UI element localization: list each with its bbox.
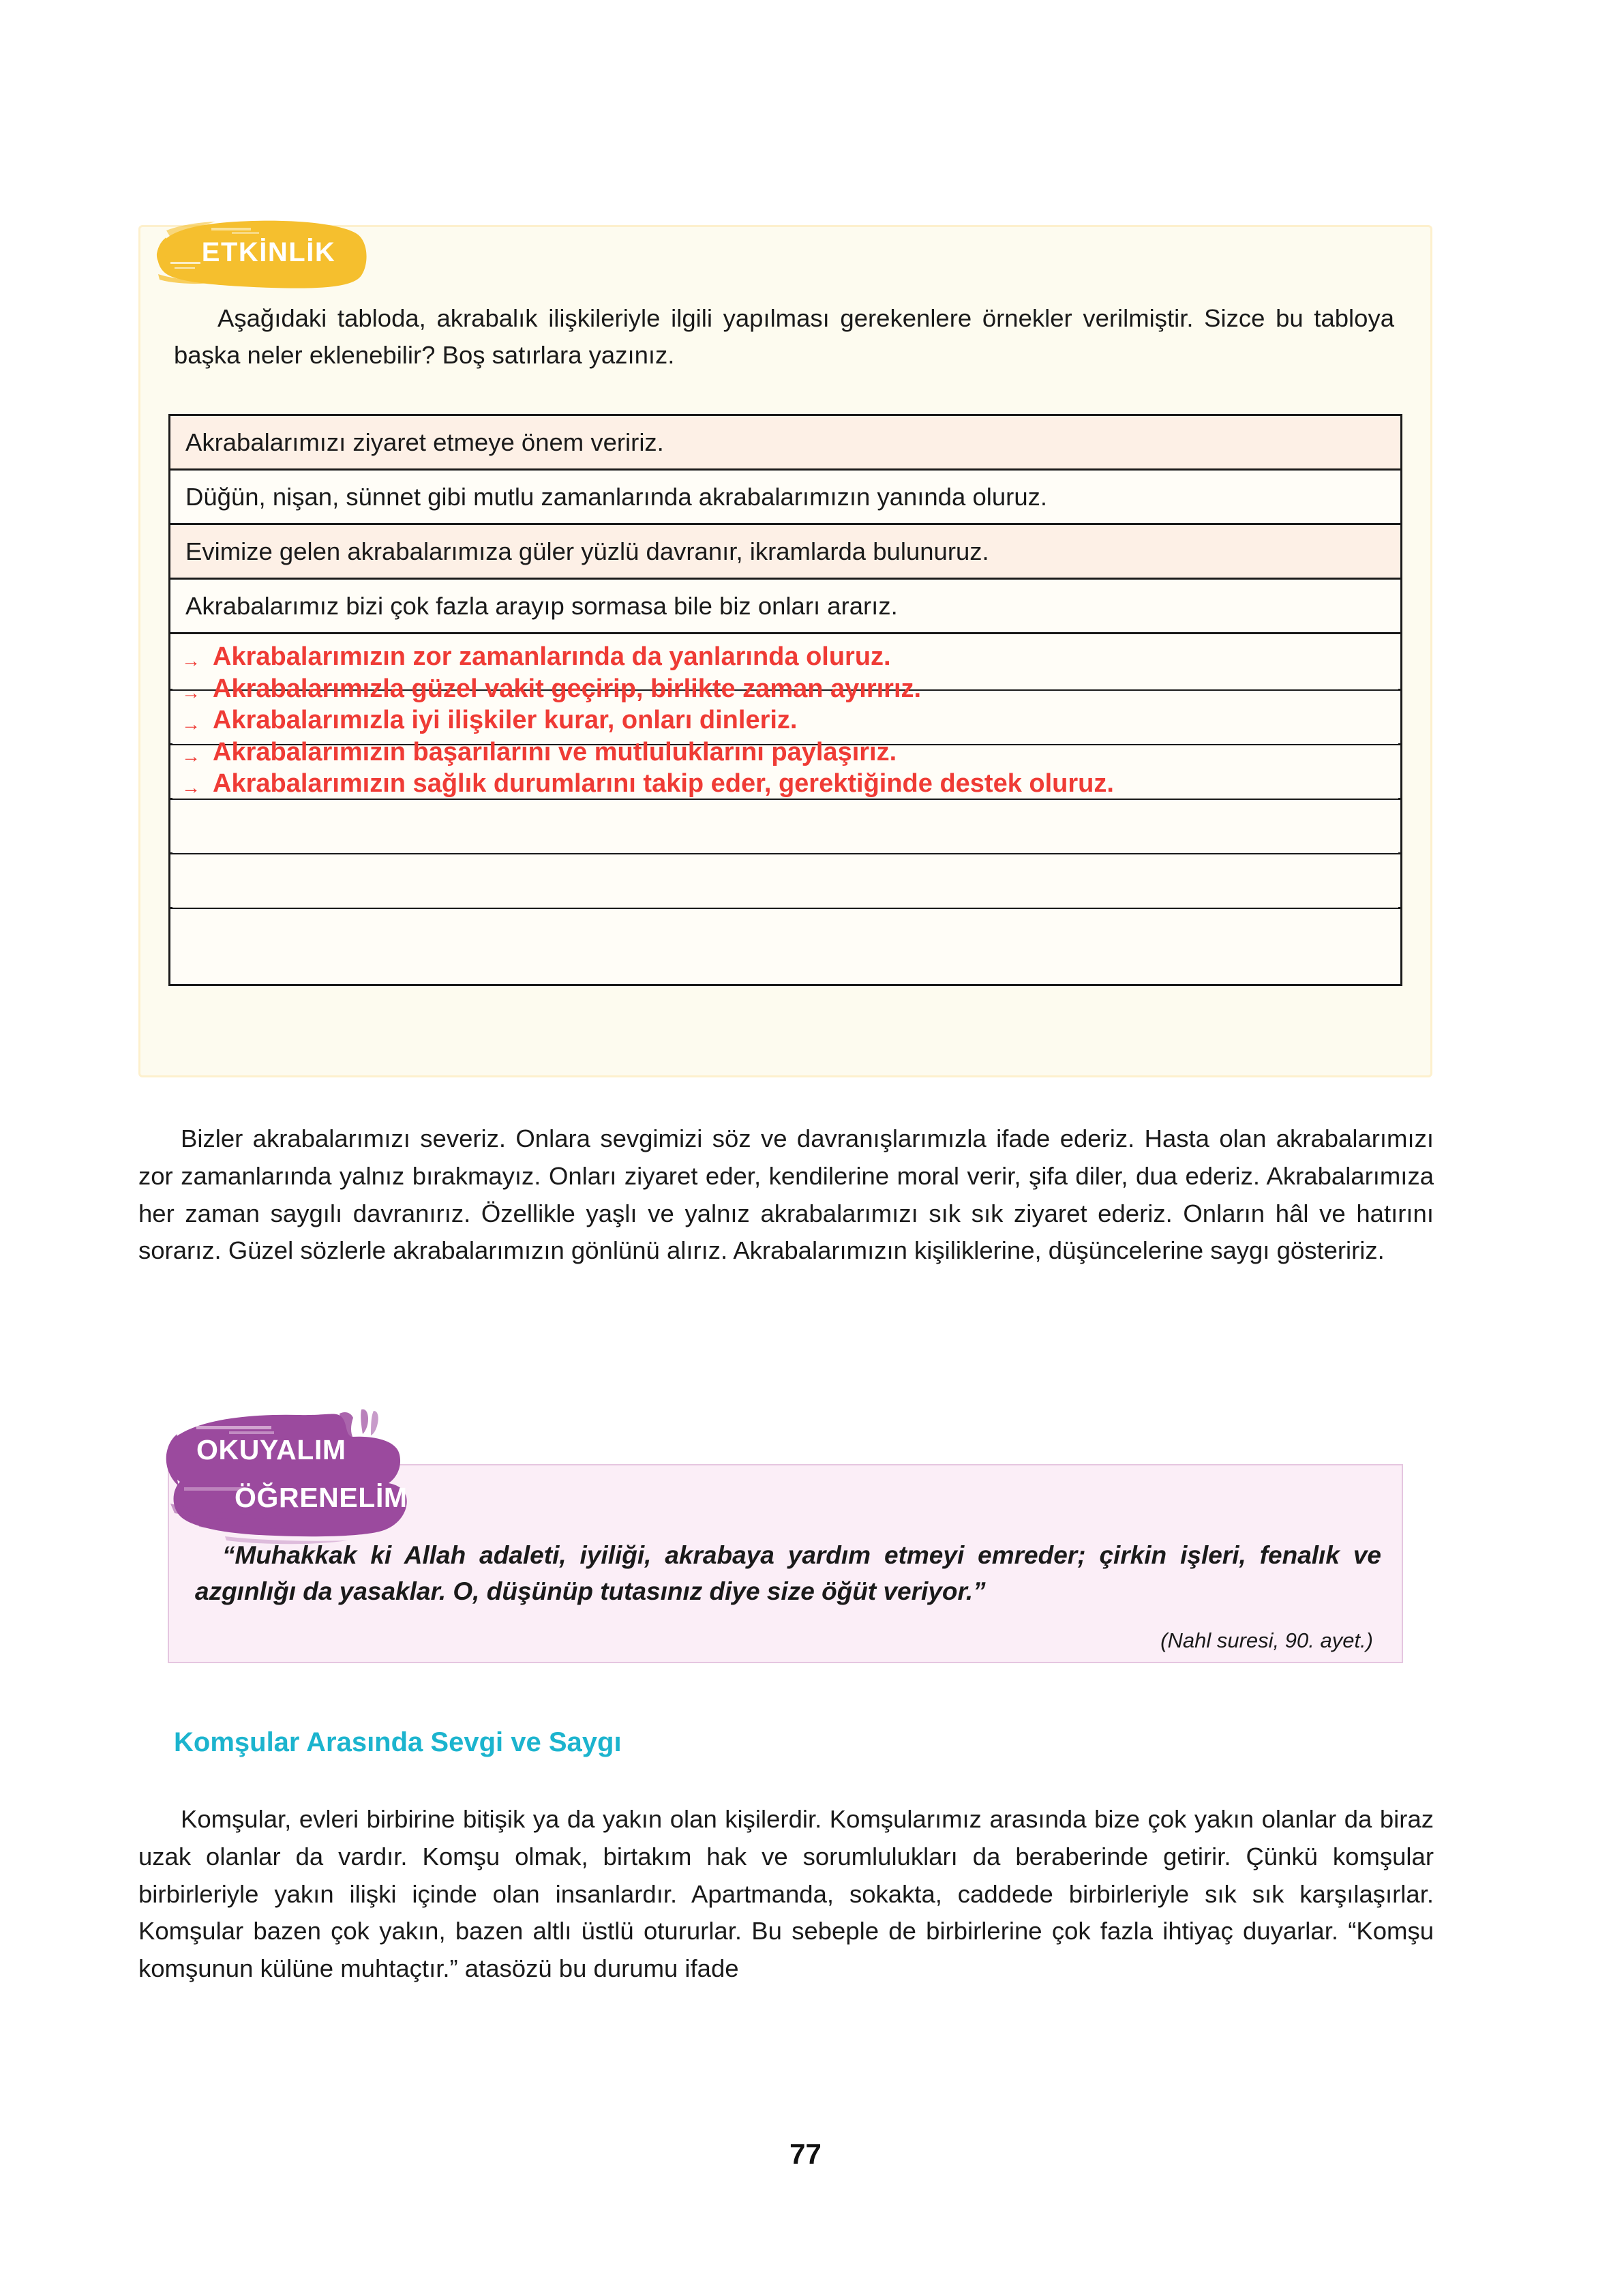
quote-text: “Muhakkak ki Allah adaleti, iyiliği, akrabaya yardım etmeyi emreder; çirkin işleri, fenalık ve azgınlığı da yasaklar. O, düşünüp tutasınız diye size öğüt veriyor.”: [195, 1541, 1381, 1605]
arrow-icon: →: [181, 777, 200, 799]
arrow-icon: →: [181, 713, 200, 735]
answer-line: [181, 704, 1388, 736]
table-row: [170, 580, 1400, 634]
blank-answer-rows[interactable]: [170, 634, 1400, 984]
activity-table: [168, 414, 1402, 986]
answer-text: Akrabalarımızın sağlık durumlarını takip eder, gerektiğinde destek oluruz.: [213, 769, 1114, 799]
answer-text: Akrabalarımızın zor zamanlarında da yanlarında oluruz.: [213, 642, 891, 671]
answer-line: [181, 673, 1388, 705]
answer-line: [181, 768, 1388, 800]
table-cell-text: Düğün, nişan, sünnet gibi mutlu zamanlarında akrabalarımızın yanında oluruz.: [185, 482, 1048, 511]
okuyalim-label: OKUYALIM: [196, 1434, 346, 1465]
table-cell-text: Akrabalarımız bizi çok fazla arayıp sormasa bile biz onları ararız.: [185, 591, 898, 620]
table-row: [170, 525, 1400, 580]
page-number: 77: [789, 2138, 822, 2170]
answer-text: Akrabalarımızla güzel vakit geçirip, birlikte zaman ayırırız.: [213, 674, 922, 703]
table-row: [170, 471, 1400, 525]
answer-text: Akrabalarımızın başarılarını ve mutluluklarını paylaşırız.: [213, 737, 897, 766]
arrow-icon: →: [181, 681, 200, 703]
answer-text: Akrabalarımızla iyi ilişkiler kurar, onları dinleriz.: [213, 706, 798, 735]
answer-line: [181, 736, 1388, 769]
activity-intro-text: Aşağıdaki tabloda, akrabalık ilişkileriyle ilgili yapılması gerekenlere örnekler verilmiştir. Sizce bu tabloya başka neler eklenebilir? Boş satırlara yazınız.: [174, 304, 1394, 369]
purple-brush-stroke-icon: [157, 1401, 484, 1548]
etkinlik-badge-label: ETKİNLİK: [201, 237, 336, 267]
arrow-icon: →: [181, 650, 200, 671]
paragraph-komsular: Komşular, evleri birbirine bitişik ya da yakın olan kişilerdir. Komşularımız arasında bize çok yakın olanlar da biraz uzak olanlar da vardır. Komşu olmak, birtakım hak ve sorumlulukları da beraberinde getirir. Çünkü komşular birbirleriyle yakın ilişki içinde olan insanlardır. Apartmanda, sokakta, caddede birbirleriyle sık sık karşılaşırlar. Komşular bazen çok yakın, bazen altlı üstlü otururlar. Bu sebeple de birbirlerine çok fazla ihtiyaç duyarlar. “Komşu komşunun külüne muhtaçtır.” atasözü bu durumu ifade: [138, 1805, 1434, 1982]
page-section-title: Komşular Arasında Sevgi ve Saygı: [174, 1727, 622, 1757]
student-answers: [181, 641, 1388, 800]
ogrenelim-label: ÖĞRENELİM: [235, 1482, 408, 1513]
quote-source: (Nahl suresi, 90. ayet.): [1160, 1628, 1373, 1652]
paragraph-akrabalar: Bizler akrabalarımızı severiz. Onlara sevgimizi söz ve davranışlarımızla ifade ederiz. Hasta olan akrabalarımızı zor zamanlarında yalnız bırakmayız. Onları ziyaret eder, kendilerine moral verir, şifa diler, dua ederiz. Akrabalarımıza her zaman saygılı davranırız. Özellikle yaşlı ve yalnız akrabalarımızı sık sık ziyaret ederiz. Onların hâl ve hatırını sorarız. Güzel sözlerle akrabalarımızın gönlünü alırız. Akrabalarımızın kişiliklerine, düşüncelerine saygı gösteririz.: [138, 1124, 1434, 1265]
etkinlik-badge: [150, 213, 375, 295]
table-cell-text: Akrabalarımızı ziyaret etmeye önem veririz.: [185, 428, 664, 456]
table-row: [170, 416, 1400, 471]
table-cell-text: Evimize gelen akrabalarımıza güler yüzlü davranır, ikramlarda bulunuruz.: [185, 537, 989, 565]
okuyalim-ogrenelim-badge: [157, 1401, 484, 1548]
arrow-icon: →: [181, 745, 200, 766]
answer-line: [181, 641, 1388, 673]
